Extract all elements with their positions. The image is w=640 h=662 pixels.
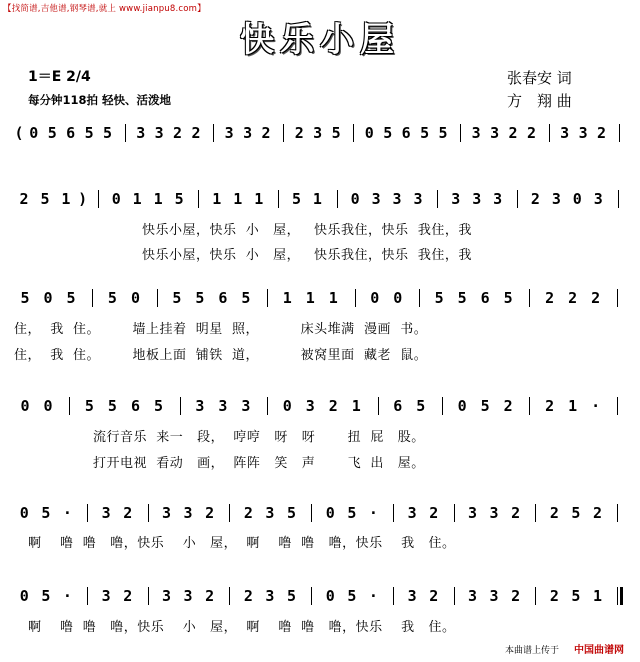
note: 3 <box>489 504 499 522</box>
score-line-1 <box>0 120 640 160</box>
note: 2 <box>123 504 133 522</box>
note: 1 <box>212 190 222 208</box>
bar-line <box>229 587 230 605</box>
bar-line <box>393 504 394 522</box>
bar-line <box>620 587 623 605</box>
bar-line <box>517 190 518 208</box>
note: 0 <box>364 124 374 142</box>
note: · <box>368 587 378 605</box>
key-signature: 1＝E 2/4 <box>28 69 91 85</box>
bar-line <box>619 124 620 142</box>
bar-line <box>213 124 214 142</box>
note: 3 <box>407 504 417 522</box>
note: 3 <box>183 504 193 522</box>
note: 0 <box>325 587 335 605</box>
note: 3 <box>183 587 193 605</box>
note: 5 <box>41 504 51 522</box>
note: 2 <box>549 587 559 605</box>
bar-line <box>148 504 149 522</box>
note: 5 <box>20 289 30 307</box>
song-title: 快乐小屋 <box>240 20 400 60</box>
note: · <box>368 504 378 522</box>
note: 3 <box>195 397 205 415</box>
note: 1 <box>254 190 264 208</box>
note: 2 <box>591 289 601 307</box>
bar-line <box>267 289 268 307</box>
note: 0 <box>325 504 335 522</box>
note: 3 <box>224 124 234 142</box>
note: ) <box>78 190 88 208</box>
note: 5 <box>107 289 117 307</box>
bar-line <box>157 289 158 307</box>
note: 5 <box>457 289 467 307</box>
note: 1 <box>312 190 322 208</box>
bar-line <box>353 124 354 142</box>
note: 3 <box>413 190 423 208</box>
note: 3 <box>371 190 381 208</box>
note: 2 <box>429 587 439 605</box>
bar-line <box>337 190 338 208</box>
note: 3 <box>468 587 478 605</box>
bar-line <box>442 397 443 415</box>
note: 6 <box>130 397 140 415</box>
note: 3 <box>471 124 481 142</box>
note: 5 <box>416 397 426 415</box>
note: 0 <box>20 397 30 415</box>
bar-line <box>419 289 420 307</box>
note: 2 <box>568 289 578 307</box>
bar-line <box>148 587 149 605</box>
note: 5 <box>291 190 301 208</box>
note: 2 <box>294 124 304 142</box>
bar-line <box>98 190 99 208</box>
bar-line <box>311 587 312 605</box>
note: 5 <box>241 289 251 307</box>
note: 6 <box>218 289 228 307</box>
note: 3 <box>490 124 500 142</box>
note: 5 <box>84 124 94 142</box>
bar-line <box>454 504 455 522</box>
note: 5 <box>438 124 448 142</box>
lyric-line-4-verse-2: 打开电视 看动 画， 阵阵 笑 声 飞 出 屋。 <box>93 456 425 471</box>
note: 5 <box>40 190 50 208</box>
note: 3 <box>451 190 461 208</box>
note: 6 <box>393 397 403 415</box>
note: 2 <box>597 124 607 142</box>
lyric-line-2-verse-2: 快乐小屋，快乐 小 屋， 快乐我住，快乐 我住，我 <box>142 248 472 263</box>
note: 5 <box>66 289 76 307</box>
note: 1 <box>568 397 578 415</box>
bar-line <box>267 397 268 415</box>
note: 5 <box>286 587 297 605</box>
lyric-line-4-verse-1: 流行音乐 来一 段， 哼哼 呀 呀 扭 屁 股。 <box>93 430 425 445</box>
note: 3 <box>136 124 146 142</box>
bar-line <box>311 504 312 522</box>
note: 5 <box>383 124 393 142</box>
note: 0 <box>111 190 121 208</box>
note: 5 <box>480 397 490 415</box>
note: 3 <box>593 190 603 208</box>
site-logo: 中国曲谱网 <box>574 645 624 656</box>
note: 5 <box>47 124 57 142</box>
bar-line <box>549 124 550 142</box>
bar-line <box>617 289 618 307</box>
lyric-line-3-verse-1: 住， 我 住。 墙上挂着 明星 照， 床头堆满 漫画 书。 <box>14 322 428 337</box>
bar-line <box>618 190 619 208</box>
note: 2 <box>191 124 201 142</box>
note: 3 <box>560 124 570 142</box>
note: 3 <box>154 124 164 142</box>
note: 2 <box>261 124 271 142</box>
bar-line <box>454 587 455 605</box>
note: 1 <box>61 190 71 208</box>
note: 0 <box>457 397 467 415</box>
bar-line <box>283 124 284 142</box>
bar-line <box>198 190 199 208</box>
note: 2 <box>545 289 555 307</box>
bar-line <box>617 504 618 522</box>
note: 3 <box>101 587 111 605</box>
note: 2 <box>123 587 133 605</box>
note: 1 <box>282 289 292 307</box>
note: 3 <box>162 587 172 605</box>
note: 6 <box>480 289 490 307</box>
note: 1 <box>328 289 338 307</box>
bar-line <box>69 397 70 415</box>
bar-line <box>535 587 536 605</box>
note: 5 <box>195 289 205 307</box>
note: 2 <box>173 124 183 142</box>
composer-credit: 方 翔 曲 <box>507 92 572 110</box>
note: 0 <box>43 289 53 307</box>
note: 3 <box>392 190 402 208</box>
note: 5 <box>41 587 51 605</box>
note: 2 <box>508 124 518 142</box>
note: 3 <box>218 397 228 415</box>
bar-line <box>617 397 618 415</box>
note: 2 <box>511 587 521 605</box>
note: 6 <box>401 124 411 142</box>
note: 5 <box>84 397 94 415</box>
note: 2 <box>511 504 521 522</box>
note: · <box>62 587 72 605</box>
note: 1 <box>351 397 361 415</box>
note: 2 <box>429 504 439 522</box>
bar-line <box>229 504 230 522</box>
note: 0 <box>370 289 380 307</box>
note: 2 <box>526 124 537 142</box>
note: 1 <box>132 190 142 208</box>
note: 3 <box>489 587 499 605</box>
notes-line-1 <box>0 120 640 160</box>
note: 3 <box>243 124 253 142</box>
lyric-line-2-verse-1: 快乐小屋，快乐 小 屋， 快乐我住，快乐 我住，我 <box>142 223 472 238</box>
note: 0 <box>43 397 53 415</box>
note: 1 <box>153 190 163 208</box>
note: 0 <box>29 124 39 142</box>
bar-line <box>378 397 379 415</box>
note: 2 <box>503 397 513 415</box>
note: 0 <box>130 289 140 307</box>
note: 3 <box>265 587 275 605</box>
tempo-marking: 每分钟118拍 轻快、活泼地 <box>28 93 172 107</box>
note: 1 <box>233 190 243 208</box>
bar-line <box>355 289 356 307</box>
note: 5 <box>331 124 341 142</box>
note: · <box>591 397 601 415</box>
lyric-line-5: 啊 噜 噜 噜，快乐 小 屋， 啊 噜 噜 噜，快乐 我 住。 <box>28 536 456 551</box>
note: 5 <box>420 124 430 142</box>
bar-line <box>87 587 88 605</box>
note: 6 <box>66 124 76 142</box>
note: 2 <box>549 504 559 522</box>
bar-line <box>87 504 88 522</box>
bar-line <box>180 397 181 415</box>
lyric-line-6: 啊 噜 噜 噜，快乐 小 屋， 啊 噜 噜 噜，快乐 我 住。 <box>28 620 456 635</box>
bar-line <box>92 289 93 307</box>
site-note: 【找简谱,吉他谱,钢琴谱,就上 www.jianpu8.com】 <box>3 4 206 14</box>
note: 0 <box>282 397 292 415</box>
note: 0 <box>19 504 29 522</box>
note: 1 <box>592 587 603 605</box>
note: 5 <box>571 587 581 605</box>
bar-line <box>529 289 530 307</box>
note: 3 <box>162 504 172 522</box>
note: 0 <box>19 587 29 605</box>
note: 5 <box>347 587 357 605</box>
lyricist-credit: 张春安 词 <box>507 69 572 87</box>
note: 5 <box>174 190 184 208</box>
note: 3 <box>578 124 588 142</box>
note: 3 <box>313 124 323 142</box>
note: 3 <box>305 397 315 415</box>
bar-line <box>125 124 126 142</box>
note: · <box>62 504 72 522</box>
note: 5 <box>503 289 513 307</box>
note: 0 <box>393 289 403 307</box>
bar-line <box>617 587 618 605</box>
note: 2 <box>328 397 338 415</box>
note: 2 <box>530 190 540 208</box>
bar-line <box>529 397 530 415</box>
bar-line <box>460 124 461 142</box>
note: 5 <box>103 124 113 142</box>
note: 5 <box>172 289 182 307</box>
note: 3 <box>265 504 275 522</box>
bar-line <box>393 587 394 605</box>
note: 3 <box>241 397 251 415</box>
note: 2 <box>545 397 555 415</box>
upload-note: 本曲谱上传于 <box>505 646 560 656</box>
note: 0 <box>350 190 360 208</box>
note: 2 <box>243 587 253 605</box>
note: 2 <box>205 587 215 605</box>
note: 2 <box>205 504 215 522</box>
lyric-line-3-verse-2: 住， 我 住。 地板上面 铺铁 道， 被窝里面 藏老 鼠。 <box>14 348 428 363</box>
note: 2 <box>19 190 29 208</box>
note: 0 <box>572 190 582 208</box>
note: 5 <box>107 397 117 415</box>
note: 3 <box>472 190 482 208</box>
note: 3 <box>493 190 503 208</box>
note: 3 <box>468 504 478 522</box>
note: 3 <box>551 190 561 208</box>
note: 2 <box>243 504 253 522</box>
bar-line <box>535 504 536 522</box>
note: 5 <box>347 504 357 522</box>
note: 5 <box>286 504 297 522</box>
note: 5 <box>434 289 444 307</box>
note: 5 <box>153 397 163 415</box>
note: 1 <box>305 289 315 307</box>
note: 2 <box>592 504 603 522</box>
note: 3 <box>101 504 111 522</box>
note: 3 <box>407 587 417 605</box>
note: ( <box>14 124 24 142</box>
bar-line <box>437 190 438 208</box>
note: 5 <box>571 504 581 522</box>
bar-line <box>278 190 279 208</box>
